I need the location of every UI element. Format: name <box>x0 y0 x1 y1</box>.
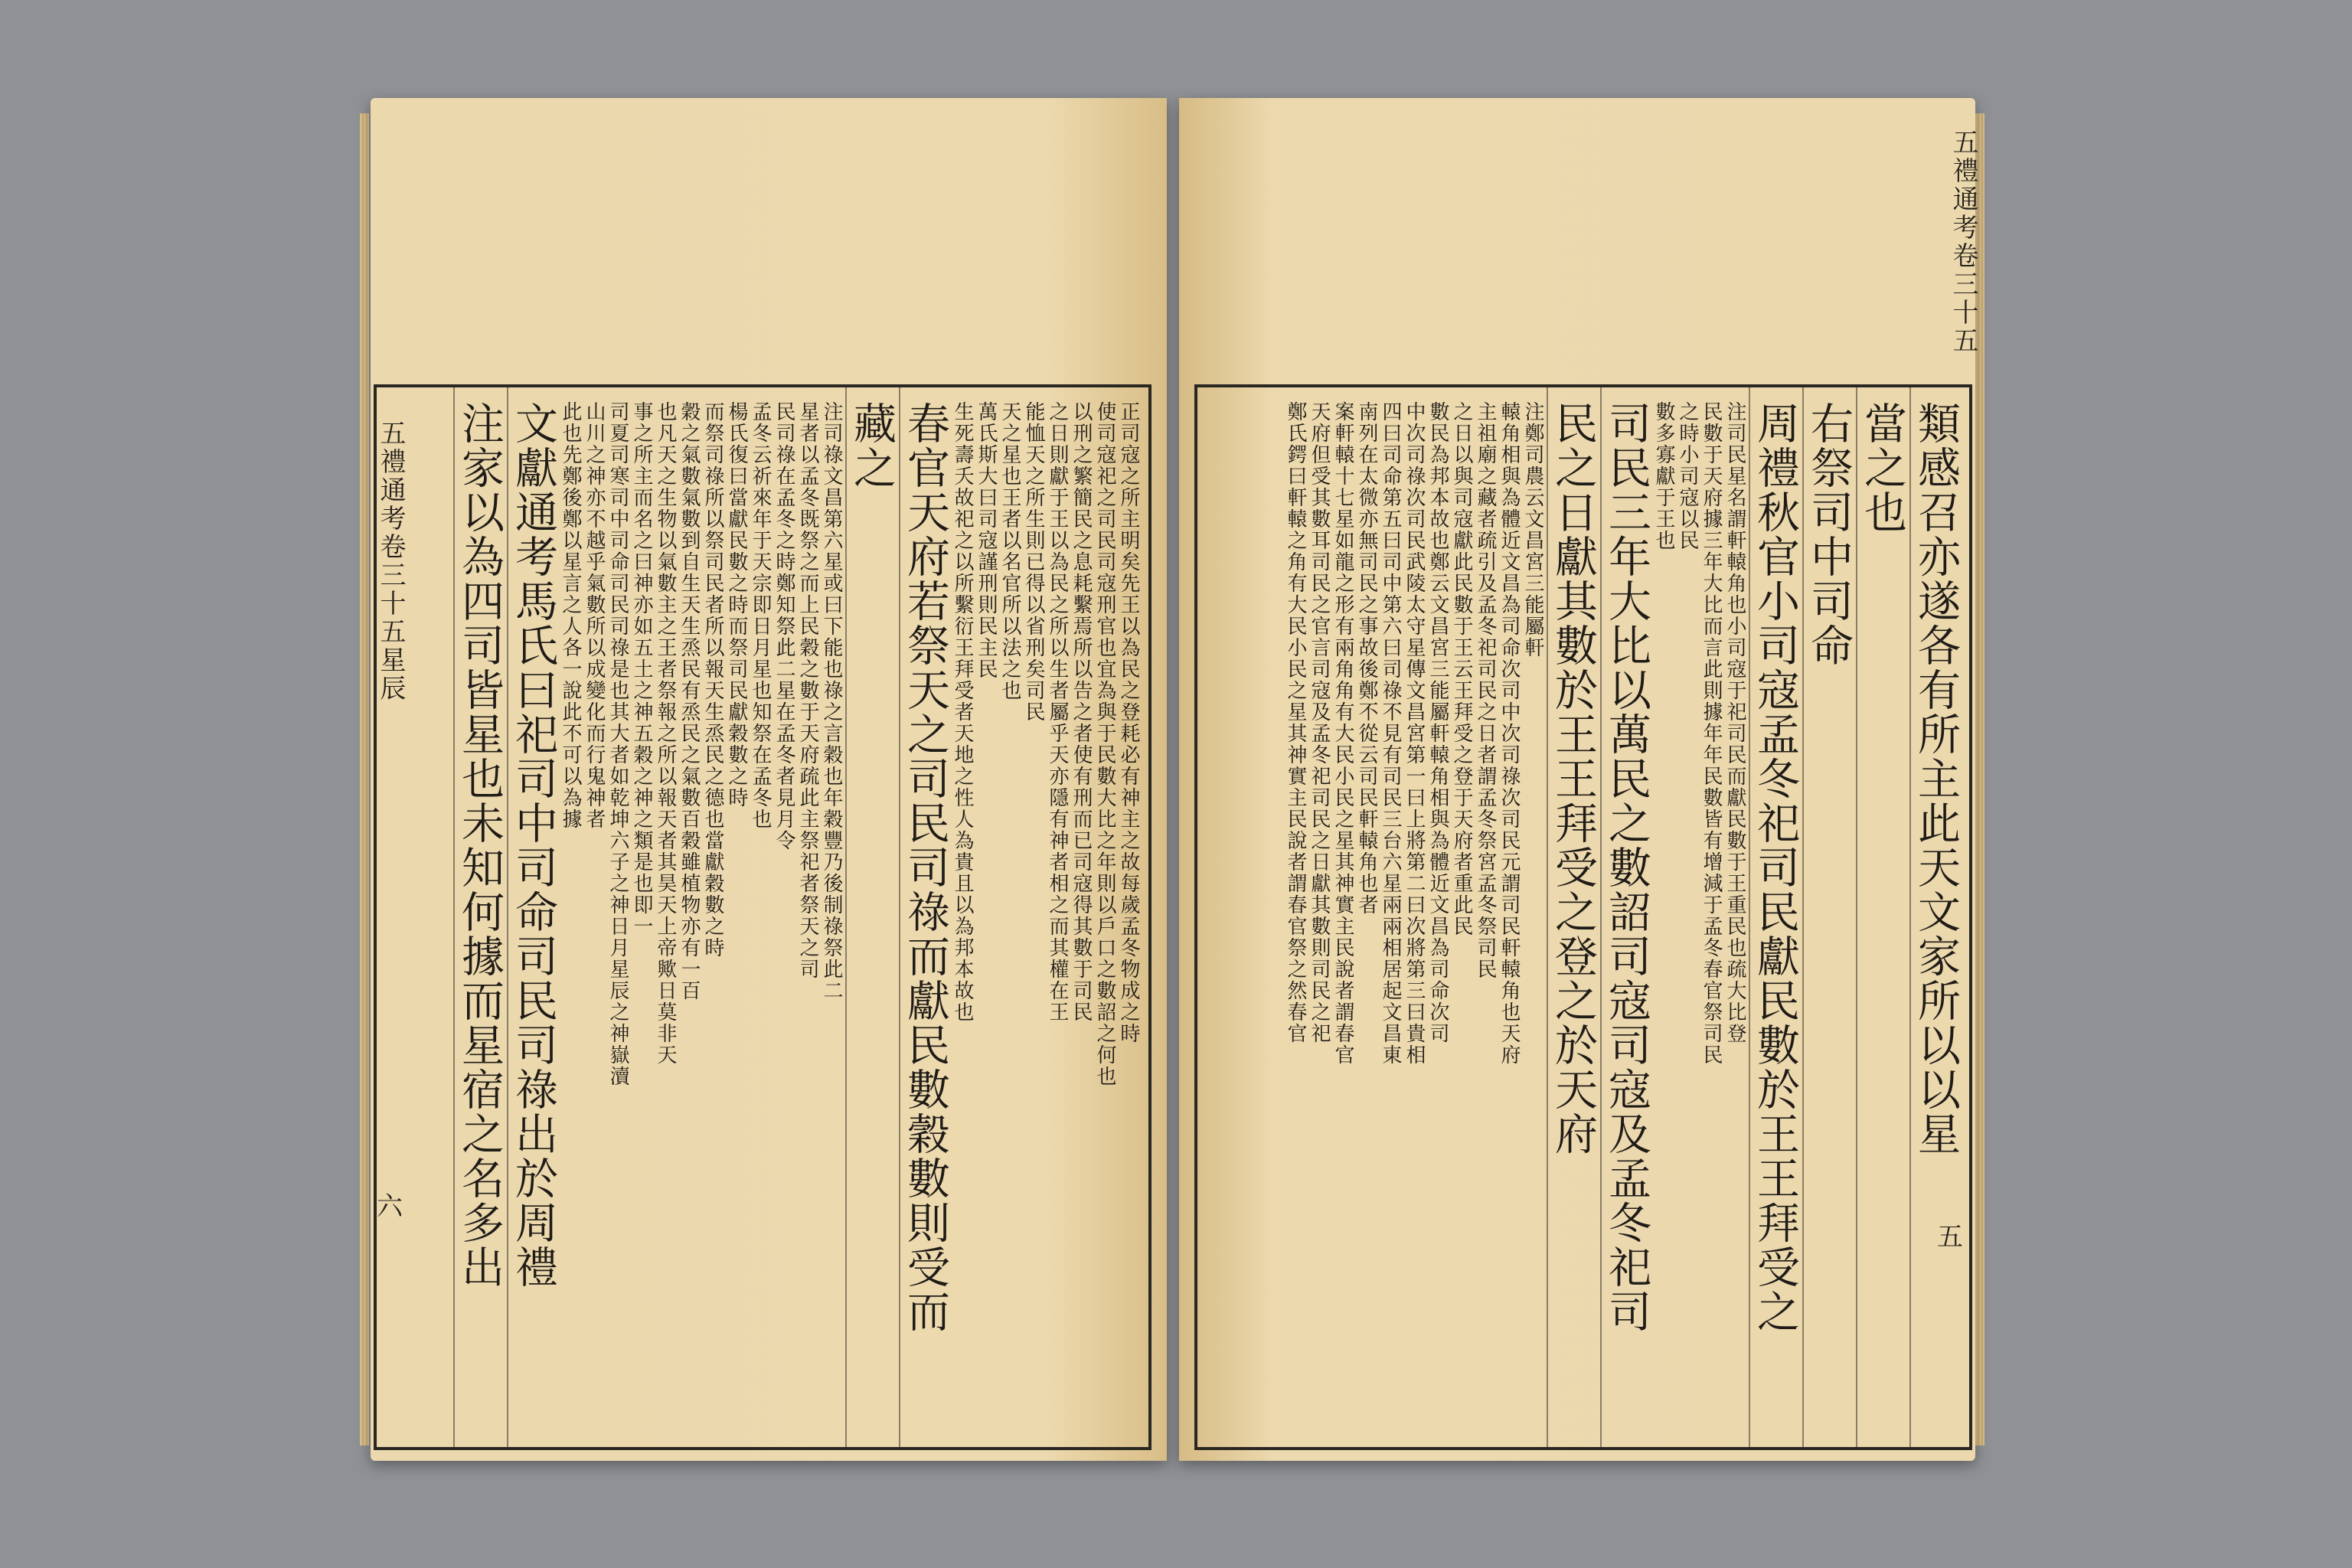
column-rule <box>1802 387 1804 1447</box>
text-column: 中次司祿次司民武陵太守星傳文昌宮第一曰上將第二曰次將第三曰貴相 <box>1403 401 1426 1066</box>
text-column: 案軒轅十七星如龍之形有兩角角有大民小民之星其神實主民說者謂春官 <box>1331 401 1354 1066</box>
text-column: 數多寡獻于王也 <box>1652 401 1675 551</box>
column-rule <box>1856 387 1857 1447</box>
text-column: 民司祿在孟冬之時鄭知祭此二星在孟冬者見月令 <box>773 401 795 851</box>
text-column: 當之也 <box>1857 401 1907 534</box>
right-text-frame <box>1194 384 1972 1450</box>
column-rule <box>1909 387 1911 1447</box>
text-column: 藏之 <box>847 401 897 490</box>
text-column: 注鄭司農云文昌宮三能屬軒 <box>1521 401 1544 658</box>
text-column: 注司祿文昌第六星或曰下能也祿之言穀也年穀豐乃後制祿祭此二 <box>820 401 843 1001</box>
text-column: 司夏司寒司中司命司民司祿是也其大者如乾坤六子之神日月星辰之神嶽瀆 <box>606 401 629 1087</box>
text-column: 天之星也王者以名官所以法之也 <box>998 401 1021 701</box>
text-column: 天府但受其數耳司民之官言司寇及孟冬祀司民之日獻其數則司民之祀 <box>1308 401 1331 1044</box>
text-column: 山川之神亦不越乎氣數所以成變化而行鬼神者 <box>583 401 606 830</box>
left-page-number: 六 <box>377 1191 403 1222</box>
text-column: 類感召亦遂各有所主此天文家所以以星 <box>1911 401 1961 1156</box>
text-column: 萬氏斯大曰司寇謹刑則民主民 <box>975 401 998 680</box>
text-column: 星者以孟冬既祭之而上民穀之數于天府疏此主祭祀者祭天之司 <box>796 401 819 980</box>
text-column: 使司寇祀之司民司寇刑官也宜為與于民數大比之年則以戶口之數詔之何也 <box>1093 401 1116 1087</box>
column-rule <box>845 387 847 1447</box>
column-rule <box>453 387 455 1447</box>
text-column: 之日以與司寇獻此民數于王云王拜受之登于天府者重此民 <box>1450 401 1473 937</box>
text-column: 之日則獻于王以為民之所以生者屬乎天亦隱有神者相之而其權在王 <box>1046 401 1069 1023</box>
column-rule <box>899 387 900 1447</box>
column-rule <box>507 387 508 1447</box>
text-column: 轅角相與為體近文昌為司命次司中次司祿次司民元謂司民軒轅角也天府 <box>1498 401 1521 1066</box>
text-column: 生死壽夭故祀之以所繫衍王拜受者天地之性人為貴且以為邦本故也 <box>951 401 974 1023</box>
column-rule <box>1600 387 1602 1447</box>
text-column: 注司民星名謂軒轅角也小司寇于祀司民而獻民數于王重民也疏大比登 <box>1723 401 1746 1044</box>
text-column: 能恤天之所生則已得以省刑矣司民 <box>1022 401 1045 723</box>
text-column: 民數于天府據三年大比而言此則據年年民數皆有增減于孟冬春官祭司民 <box>1700 401 1723 1066</box>
open-book <box>337 90 2006 1468</box>
text-column: 也凡天之生物以氣數主之王者祭報之所以報天者其昊天上帝歟日莫非天 <box>654 401 677 1066</box>
text-column: 此也先鄭後鄭以星言之人各一說此不可以為據 <box>559 401 582 830</box>
right-page-number: 五 <box>1937 1222 1963 1253</box>
text-column: 正司寇之所主明矣先王以為民之登耗必有神主之故每歲孟冬物成之時 <box>1117 401 1140 1044</box>
left-text-frame <box>374 384 1152 1450</box>
text-column: 孟冬云祈來年于天宗即日月星也知祭在孟冬也 <box>749 401 772 830</box>
text-column: 以刑之繁簡民之息耗繫焉所以告之者使有刑而已司寇得其數于司民 <box>1070 401 1093 1023</box>
column-rule <box>1547 387 1548 1447</box>
left-page-edge <box>360 113 369 1446</box>
text-column: 民之日獻其數於王王拜受之登之於天府 <box>1548 401 1598 1156</box>
text-column: 主祖廟之藏者疏引及孟冬祀司民之日者謂孟冬祭宮孟冬祭司民 <box>1474 401 1497 980</box>
left-page <box>371 98 1167 1461</box>
column-rule <box>1749 387 1750 1447</box>
text-column: 數民為邦本故也鄭云文昌宮三能屬軒轅角相與為體近文昌為司命次司 <box>1426 401 1449 1044</box>
text-column: 而祭司祿所以祭司民者所以報天生烝民之德也當獻穀數之時 <box>701 401 724 959</box>
text-column: 周禮秋官小司寇孟冬祀司民獻民數於王王拜受之 <box>1750 401 1800 1334</box>
text-column: 注家以為四司皆星也未知何據而星宿之名多出 <box>455 401 505 1289</box>
right-margin-title: 五禮通考卷三十五 <box>1948 129 1978 355</box>
text-column: 鄭氏鍔曰軒轅之角有大民小民之星其神實主民說者謂春官祭之然春官 <box>1284 401 1307 1044</box>
text-column: 事之所主而名之曰神亦如五土之神五穀之神之類是也即一 <box>630 401 653 937</box>
text-column: 春官天府若祭天之司民司祿而獻民數穀數則受而 <box>900 401 950 1334</box>
left-margin-title: 五禮通考卷三十五星辰 <box>375 420 406 703</box>
text-column: 四曰司命第五曰司中第六曰司祿不見有司民三台六星兩兩相居起文昌東 <box>1379 401 1402 1066</box>
text-column: 右祭司中司命 <box>1804 401 1854 668</box>
text-column: 文獻通考馬氏曰祀司中司命司民司祿出於周禮 <box>508 401 558 1289</box>
text-column: 司民三年大比以萬民之數詔司寇司寇及孟冬祀司 <box>1602 401 1651 1334</box>
right-page <box>1179 98 1978 1461</box>
text-column: 南列在太微亦無司民之事故後鄭不從云司民軒轅角也者 <box>1355 401 1378 916</box>
text-column: 楊氏復曰當獻民數之時而祭司民獻穀數之時 <box>725 401 748 808</box>
text-column: 穀之氣數氣數到自生天生烝民有烝民之氣數百穀雖植物亦有一百 <box>678 401 701 1001</box>
text-column: 之時小司寇以民 <box>1676 401 1699 551</box>
